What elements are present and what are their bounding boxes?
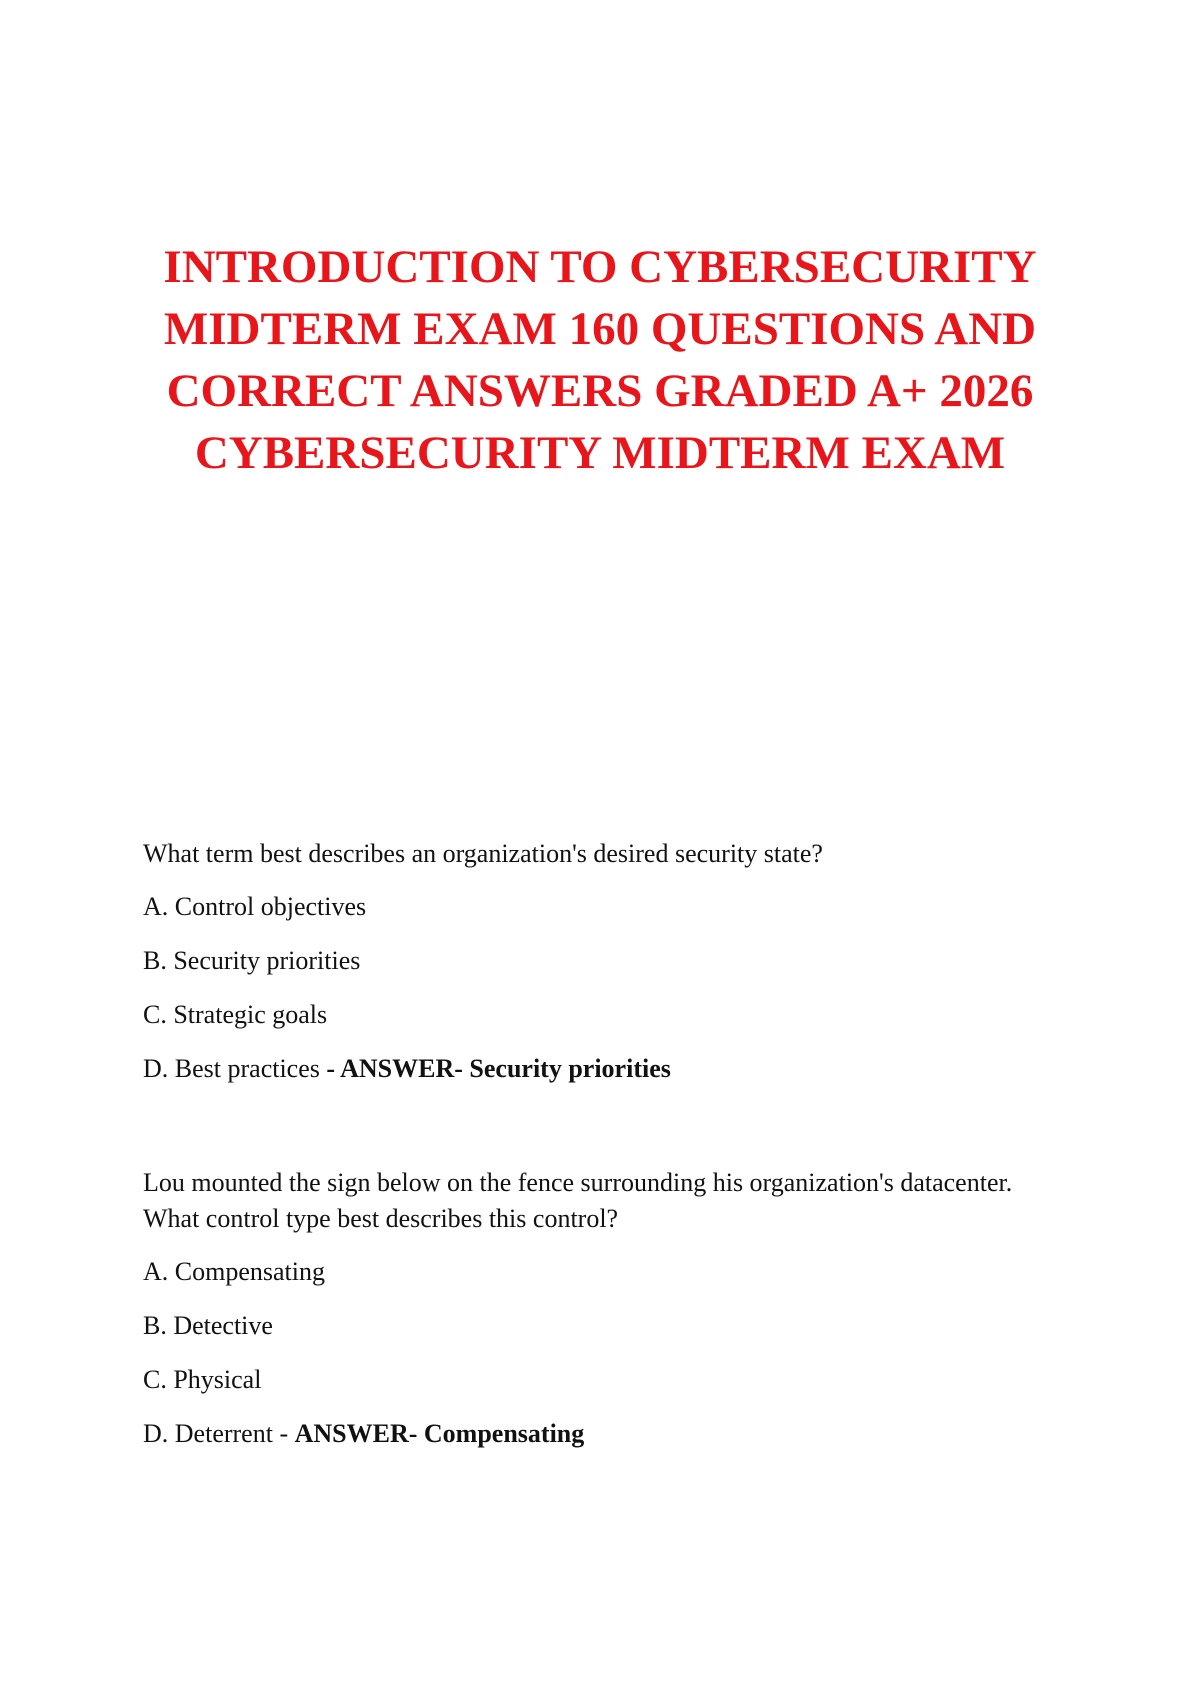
title-line: CYBERSECURITY MIDTERM EXAM: [194, 427, 1006, 479]
option-a: A. Control objectives: [143, 892, 367, 921]
question-stem: What term best describes an organization's desired security state?: [143, 839, 823, 868]
title-line: MIDTERM EXAM 160 QUESTIONS AND: [163, 303, 1037, 355]
answer-text: - ANSWER- Security priorities: [319, 1054, 671, 1083]
option-c: C. Physical: [143, 1365, 262, 1394]
answer-text: ANSWER- Compensating: [294, 1419, 585, 1448]
title-line: INTRODUCTION TO CYBERSECURITY: [163, 241, 1037, 293]
option-b: B. Detective: [143, 1311, 273, 1340]
document-title: [120, 236, 1080, 484]
title-line: CORRECT ANSWERS GRADED A+ 2026: [166, 365, 1034, 417]
option-d: [143, 1416, 1043, 1452]
option-b: B. Security priorities: [143, 946, 361, 975]
option-d: [143, 1051, 1043, 1087]
question-2: [143, 1165, 1043, 1470]
answer-separator: -: [272, 1419, 295, 1448]
option-c: C. Strategic goals: [143, 1000, 328, 1029]
question-stem: Lou mounted the sign below on the fence surrounding his organization's datacenter. What control type best describes this control?: [143, 1168, 1013, 1233]
option-d-text: D. Best practices: [143, 1054, 320, 1083]
question-1: [143, 836, 1043, 1105]
option-d-text: D. Deterrent: [143, 1419, 273, 1448]
option-a: A. Compensating: [143, 1257, 325, 1286]
